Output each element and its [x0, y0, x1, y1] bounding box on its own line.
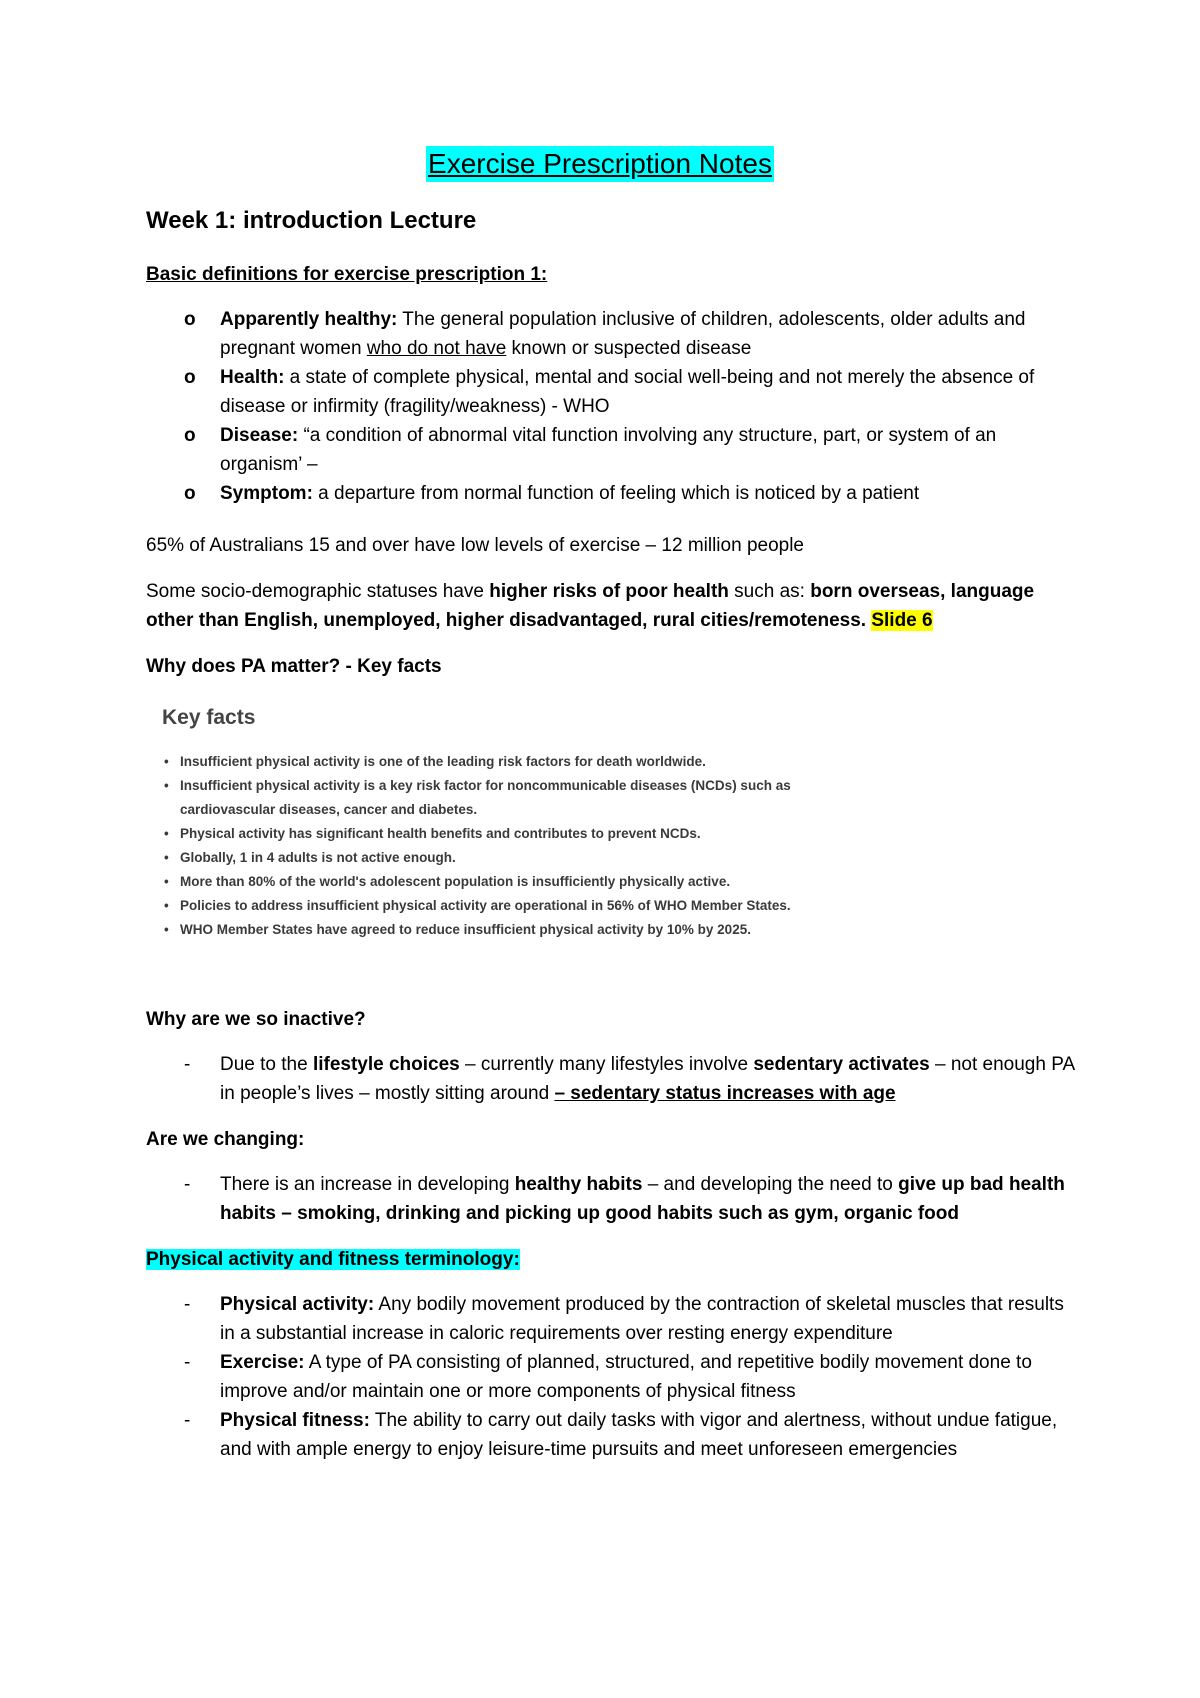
dash-marker: - — [184, 1294, 191, 1315]
terminology-text: Any bodily movement produced by the contraction of skeletal muscles that results in a substantial increase in caloric requirements over resting energy expenditure — [220, 1294, 1064, 1344]
socio-text: such as: — [728, 581, 811, 602]
definition-text: The general population inclusive of children, adolescents, older adults and pregnant women — [220, 309, 1026, 359]
terminology-list — [146, 1290, 1076, 1464]
definition-item — [146, 479, 1076, 508]
key-fact-text: More than 80% of the world's adolescent population is insufficiently physically active. — [180, 874, 731, 889]
inactive-bold: sedentary activates — [753, 1054, 930, 1075]
key-fact-text: Physical activity has significant health benefits and contributes to prevent NCDs. — [180, 826, 701, 841]
definition-item — [146, 363, 1076, 421]
bullet-icon: • — [164, 826, 169, 841]
definition-item — [146, 421, 1076, 479]
why-pa-heading: Why does PA matter? - Key facts — [146, 656, 442, 677]
definition-text: “a condition of abnormal vital function involving any structure, part, or system of an organism’ – — [220, 425, 997, 475]
definition-text: a state of complete physical, mental and social well-being and not merely the absence of disease or infirmity (fragility/weakness) - WHO — [220, 367, 1035, 417]
bullet-icon: • — [164, 754, 169, 769]
key-fact-item — [162, 750, 882, 774]
list-item — [146, 1348, 1076, 1406]
definition-term: Symptom: — [220, 483, 313, 504]
list-item — [146, 1290, 1076, 1348]
definition-term: Health: — [220, 367, 285, 388]
list-item — [146, 1406, 1076, 1464]
key-fact-item — [162, 822, 882, 846]
changing-bold: give up bad health habits – smoking, drinking and picking up good habits such as gym, organic food — [220, 1174, 1065, 1224]
basic-defs-heading: Basic definitions for exercise prescription 1: — [146, 264, 548, 285]
terminology-heading-row — [146, 1245, 1076, 1274]
terminology-term: Physical fitness: — [220, 1410, 370, 1431]
definitions-list — [146, 305, 1076, 508]
socio-paragraph — [146, 577, 1076, 635]
definition-underlined: who do not have — [366, 338, 507, 359]
bullet-icon: • — [164, 874, 169, 889]
key-fact-item — [162, 894, 882, 918]
terminology-term: Physical activity: — [220, 1294, 375, 1315]
key-fact-item — [162, 846, 882, 870]
socio-bold: higher risks of poor health — [489, 581, 729, 602]
terminology-term: Exercise: — [220, 1352, 305, 1373]
inactive-text: – not enough PA in people’s lives – mostly sitting around — [220, 1054, 1075, 1104]
bullet-icon: o — [184, 483, 196, 504]
bullet-icon: • — [164, 898, 169, 913]
inactive-bold-underlined: – sedentary status increases with age — [554, 1083, 896, 1104]
inactive-text: Due to the — [220, 1054, 313, 1075]
list-item — [146, 1170, 1076, 1228]
dash-marker: - — [184, 1352, 191, 1373]
list-item — [146, 1050, 1076, 1108]
dash-marker: - — [184, 1410, 191, 1431]
key-fact-text: Policies to address insufficient physical activity are operational in 56% of WHO Member States. — [180, 898, 791, 913]
definition-text-end: known or suspected disease — [506, 338, 752, 359]
key-facts-image — [162, 706, 882, 976]
key-facts-title: Key facts — [162, 706, 256, 729]
key-fact-text: Insufficient physical activity is a key risk factor for noncommunicable diseases (NCDs) such as cardiovascular diseases, cancer and diabetes. — [180, 778, 791, 817]
slide-reference: Slide 6 — [871, 610, 933, 631]
terminology-heading: Physical activity and fitness terminology: — [146, 1249, 520, 1270]
bullet-icon: • — [164, 778, 169, 793]
week-heading: Week 1: introduction Lecture — [146, 207, 477, 234]
socio-text: Some socio-demographic statuses have — [146, 581, 490, 602]
terminology-text: A type of PA consisting of planned, structured, and repetitive bodily movement done to improve and/or maintain one or more components of physical fitness — [220, 1352, 1032, 1402]
dash-marker: - — [184, 1054, 191, 1075]
inactive-list — [146, 1050, 1076, 1108]
inactive-bold: lifestyle choices — [312, 1054, 460, 1075]
key-fact-item — [162, 774, 882, 822]
definition-text: a departure from normal function of feeling which is noticed by a patient — [312, 483, 920, 504]
page-title: Exercise Prescription Notes — [426, 146, 774, 182]
bullet-icon: • — [164, 850, 169, 865]
bullet-icon: o — [184, 367, 196, 388]
definition-item — [146, 305, 1076, 363]
title-container — [0, 146, 1200, 182]
terminology-text: The ability to carry out daily tasks with vigor and alertness, without undue fatigue, and with ample energy to enjoy leisure-time pursuits and meet unforeseen emergencies — [220, 1410, 1058, 1460]
key-fact-text: Insufficient physical activity is one of the leading risk factors for death worldwide. — [180, 754, 706, 769]
key-fact-text: Globally, 1 in 4 adults is not active enough. — [180, 850, 456, 865]
key-fact-text: WHO Member States have agreed to reduce insufficient physical activity by 10% by 2025. — [180, 922, 751, 937]
inactive-heading: Why are we so inactive? — [146, 1009, 366, 1030]
changing-text: There is an increase in developing — [220, 1174, 515, 1195]
stat-line: 65% of Australians 15 and over have low levels of exercise – 12 million people — [146, 535, 804, 556]
key-fact-item — [162, 870, 882, 894]
changing-list — [146, 1170, 1076, 1228]
inactive-text: – currently many lifestyles involve — [459, 1054, 754, 1075]
dash-marker: - — [184, 1174, 191, 1195]
key-fact-item — [162, 918, 882, 942]
socio-bold-list: born overseas, language other than English, unemployed, higher disadvantaged, rural cities/remoteness. — [146, 581, 1035, 631]
bullet-icon: o — [184, 309, 196, 330]
changing-text: – and developing the need to — [642, 1174, 899, 1195]
changing-bold: healthy habits — [514, 1174, 643, 1195]
changing-heading: Are we changing: — [146, 1129, 305, 1150]
bullet-icon: • — [164, 922, 169, 937]
bullet-icon: o — [184, 425, 196, 446]
definition-term: Apparently healthy: — [220, 309, 398, 330]
definition-term: Disease: — [220, 425, 299, 446]
